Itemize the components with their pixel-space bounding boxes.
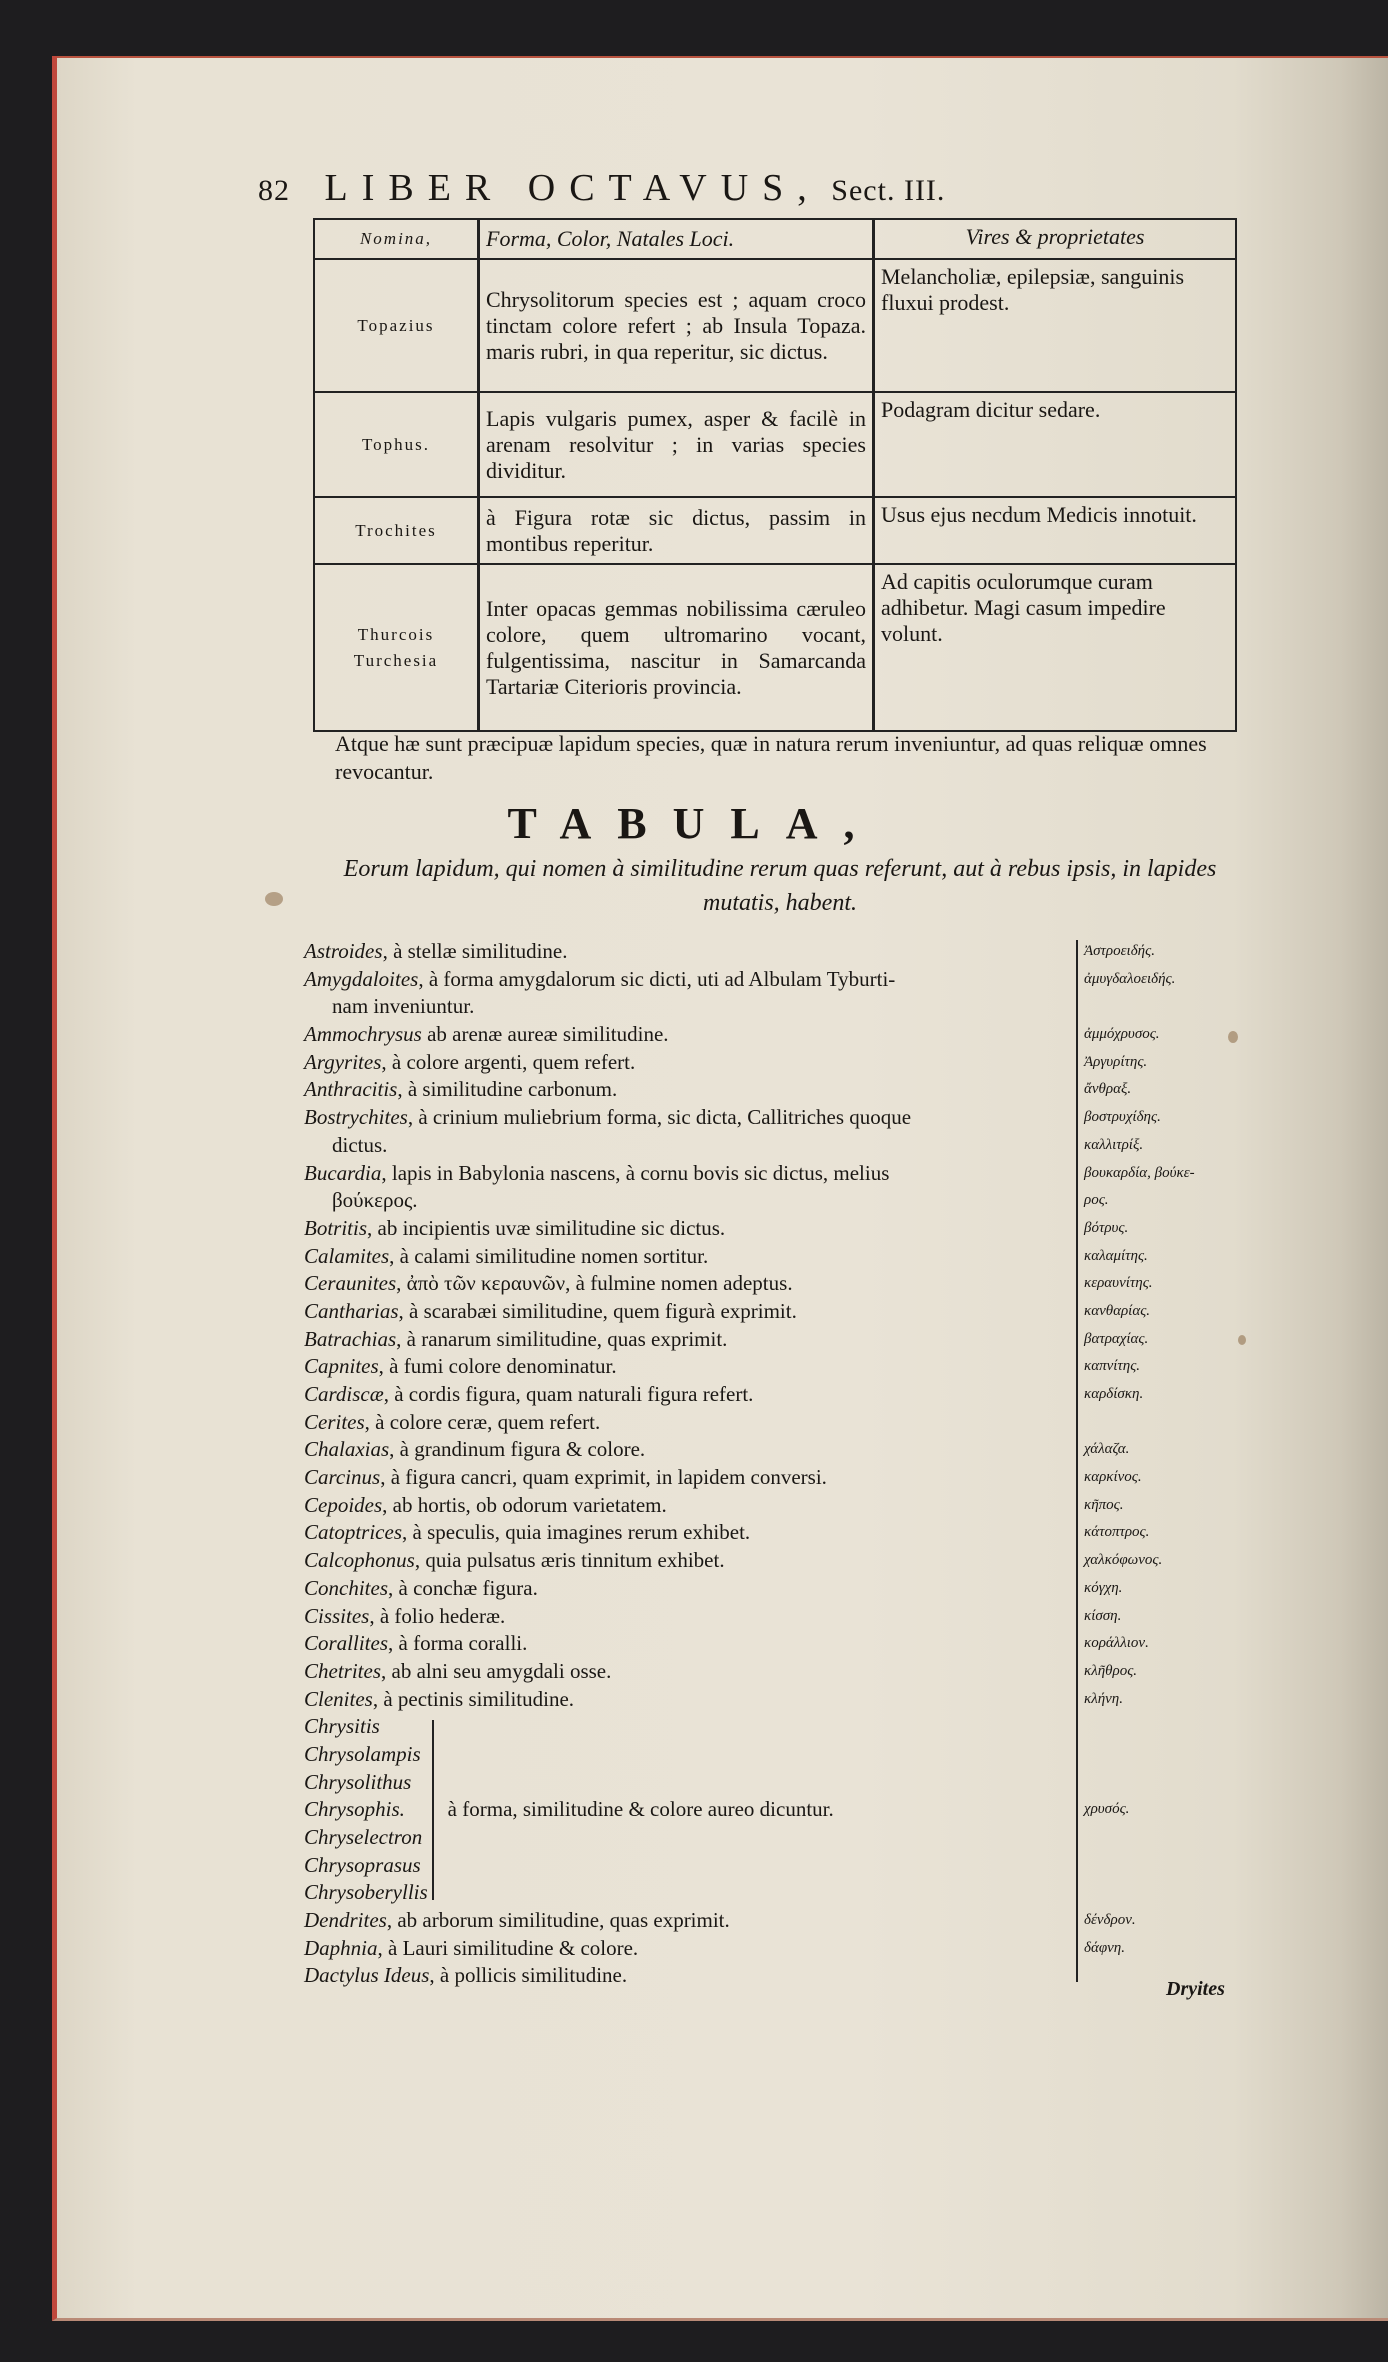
greek-spacer xyxy=(1084,1824,1224,1852)
col-header-nomina: Nomina, xyxy=(314,219,479,259)
stone-description: à Figura rotæ sic dictus, passim in montibus reperitur. xyxy=(479,497,874,564)
stone-derivation: , à colore argenti, quem refert. xyxy=(381,1049,636,1074)
list-item xyxy=(304,1436,1084,1464)
greek-name: βουκαρδία, βούκε- xyxy=(1084,1164,1195,1181)
list-item xyxy=(304,1907,1084,1935)
stone-derivation: , lapis in Babylonia nascens, à cornu bovis sic dictus, melius xyxy=(381,1160,890,1185)
list-item xyxy=(304,1132,1084,1160)
section-label: Sect. III. xyxy=(831,174,946,207)
list-item xyxy=(304,1049,1084,1077)
column-rule xyxy=(1076,940,1078,1982)
greek-name: κοράλλιον. xyxy=(1084,1635,1149,1652)
greek-name: καπνίτης. xyxy=(1084,1358,1141,1375)
stone-derivation: , à cordis figura, quam naturali figura refert. xyxy=(383,1382,754,1406)
list-item xyxy=(304,1686,1084,1714)
stain xyxy=(1228,1031,1238,1043)
greek-name: βότρυς. xyxy=(1084,1219,1129,1236)
greek-name: χρυσός. xyxy=(1084,1801,1130,1818)
stone-term: Cissites xyxy=(304,1603,370,1628)
list-item xyxy=(304,993,1084,1021)
stone-term: Cardiscæ xyxy=(304,1382,384,1406)
stone-derivation: , à forma coralli. xyxy=(388,1631,528,1656)
table-row xyxy=(314,564,1236,731)
stone-derivation: , ab alni seu amygdali osse. xyxy=(381,1658,612,1683)
list-item xyxy=(304,1630,1084,1658)
greek-name: ἀμμόχρυσος. xyxy=(1084,1026,1160,1043)
stone-description: Lapis vulgaris pumex, asper & facilè in arenam resolvitur ; in varias species dividitur. xyxy=(479,392,874,497)
stone-term: Chrysolithus xyxy=(304,1769,412,1794)
greek-name xyxy=(1084,1409,1224,1437)
greek-name: χάλαζα. xyxy=(1084,1441,1130,1458)
stone-derivation: , ab hortis, ob odorum varietatem. xyxy=(382,1492,667,1517)
stone-derivation: , ab arborum similitudine, quas exprimit. xyxy=(386,1908,730,1933)
stone-derivation: , quia pulsatus æris tinnitum exhibet. xyxy=(414,1548,725,1573)
catchword: Dryites xyxy=(1166,1978,1225,2000)
list-item xyxy=(304,1547,1084,1575)
greek-name: δένδρον. xyxy=(1084,1912,1136,1929)
stone-term: Capnites xyxy=(304,1354,379,1379)
book-title: LIBER OCTAVUS, xyxy=(324,167,821,209)
stone-derivation: , à colore ceræ, quem refert. xyxy=(364,1409,601,1434)
greek-names-column xyxy=(1084,938,1224,1990)
stone-term: Clenites xyxy=(304,1686,373,1711)
stone-term: Chrysoprasus xyxy=(304,1852,421,1877)
stone-term: Cantharias xyxy=(304,1298,399,1323)
stone-derivation: , à pectinis similitudine. xyxy=(372,1686,575,1711)
greek-name: καλλιτρίξ. xyxy=(1084,1136,1144,1153)
list-item xyxy=(304,1962,1084,1990)
list-item xyxy=(304,1935,1084,1963)
greek-name: ἀμυγδαλοειδής. xyxy=(1084,970,1176,987)
col-header-vires: Vires & proprietates xyxy=(874,219,1237,259)
stone-term: Amygdaloites xyxy=(304,966,419,991)
stone-derivation: , à stellæ similitudine. xyxy=(382,939,568,963)
stone-derivation: dictus. xyxy=(332,1132,388,1157)
list-item xyxy=(304,1519,1084,1547)
greek-name: βοστρυχίδης. xyxy=(1084,1109,1161,1126)
list-item xyxy=(304,1603,1084,1631)
greek-name: καρδίσκη. xyxy=(1084,1386,1144,1402)
stone-term: Ammochrysus xyxy=(304,1022,422,1047)
greek-name: Ἀστροειδής. xyxy=(1084,943,1155,959)
greek-name: ρος. xyxy=(1084,1192,1109,1209)
stone-derivation: , à forma amygdalorum sic dicti, uti ad Albulam Tyburti- xyxy=(418,966,896,991)
stone-properties: Melancholiæ, epilepsiæ, sanguinis fluxui prodest. xyxy=(874,259,1237,392)
table-row xyxy=(314,392,1236,497)
stone-term: Bostrychites xyxy=(304,1105,408,1130)
list-item xyxy=(304,1464,1084,1492)
stone-derivation: , à ranarum similitudine, quas exprimit. xyxy=(396,1326,728,1351)
greek-spacer xyxy=(1084,1879,1224,1907)
stone-properties: Podagram dicitur sedare. xyxy=(874,392,1237,497)
stone-name: Trochites xyxy=(314,497,479,564)
stone-term: Astroides xyxy=(304,939,383,963)
greek-name: κῆπος. xyxy=(1084,1496,1124,1513)
stone-name: Thurcois Turchesia xyxy=(314,564,479,731)
stone-derivation: , à speculis, quia imagines rerum exhibet. xyxy=(402,1520,751,1545)
greek-spacer xyxy=(1084,1769,1224,1797)
greek-name: χαλκόφωνος. xyxy=(1084,1552,1163,1569)
stone-term: Carcinus xyxy=(304,1465,381,1490)
list-item xyxy=(304,1243,1084,1271)
greek-name: Ἀργυρίτης. xyxy=(1084,1053,1148,1070)
brace xyxy=(432,1720,442,1900)
greek-name: κλῆθρος. xyxy=(1084,1662,1138,1679)
stone-term: Corallites xyxy=(304,1631,389,1656)
greek-name: ἄνθραξ. xyxy=(1084,1081,1132,1098)
stone-derivation: ab arenæ aureæ similitudine. xyxy=(421,1022,669,1047)
greek-name: κλήνη. xyxy=(1084,1690,1123,1707)
stone-term: Catoptrices xyxy=(304,1520,402,1545)
list-item xyxy=(304,1187,1084,1215)
stone-name: Topazius xyxy=(314,259,479,392)
chrysos-group xyxy=(304,1713,1084,1907)
stone-derivation: , à crinium muliebrium forma, sic dicta, Callitriches quoque xyxy=(407,1105,912,1130)
greek-spacer xyxy=(1084,1713,1224,1741)
list-item xyxy=(304,1021,1084,1049)
stone-term: Chalaxias xyxy=(304,1437,390,1462)
closing-paragraph: Atque hæ sunt præcipuæ lapidum species, quæ in natura rerum inveniuntur, ad quas reliquæ omnes revocantur. xyxy=(335,731,1207,784)
list-item xyxy=(304,1104,1084,1132)
stone-description: Chrysolitorum species est ; aquam croco tinctam colore refert ; ab Insula Topaza. maris rubri, in qua reperitur, sic dictus. xyxy=(479,259,874,392)
stone-derivation: , à scarabæi similitudine, quem figurà exprimit. xyxy=(398,1298,797,1323)
stone-term: Anthracitis xyxy=(304,1077,398,1102)
greek-name: καρκίνος. xyxy=(1084,1469,1142,1486)
stone-term: Chryselectron xyxy=(304,1825,423,1849)
stone-term: Botritis xyxy=(304,1215,368,1240)
stone-term: Calamites xyxy=(304,1243,390,1268)
greek-name xyxy=(1084,993,1224,1021)
stone-derivation: , à figura cancri, quam exprimit, in lapidem conversi. xyxy=(380,1465,827,1490)
table-row xyxy=(314,259,1236,392)
stone-derivation: , ab incipientis uvæ similitudine sic dictus. xyxy=(367,1215,726,1240)
greek-name: βατραχίας. xyxy=(1084,1330,1149,1347)
stone-derivation: , à fumi colore denominatur. xyxy=(378,1354,617,1379)
greek-spacer xyxy=(1084,1741,1224,1769)
stone-properties: Ad capitis oculorumque curam adhibetur. Magi casum impedire volunt. xyxy=(874,564,1237,731)
list-item xyxy=(304,966,1084,994)
stone-term: Cerites xyxy=(304,1409,365,1434)
list-item xyxy=(304,1215,1084,1243)
stone-term: Chrysitis xyxy=(304,1714,380,1739)
col-header-forma: Forma, Color, Natales Loci. xyxy=(479,219,874,259)
tabula-heading: TABULA, xyxy=(507,799,881,848)
stone-derivation: nam inveniuntur. xyxy=(332,994,475,1019)
stone-term: Dendrites xyxy=(304,1908,387,1933)
list-item xyxy=(304,938,1084,966)
list-item xyxy=(304,1409,1084,1437)
stone-term: Cepoides xyxy=(304,1492,383,1517)
greek-spacer xyxy=(1084,1852,1224,1880)
stone-term: Dactylus Ideus xyxy=(304,1963,430,1988)
greek-name: κάτοπτρος. xyxy=(1084,1524,1150,1541)
stone-derivation: , ἀπὸ τῶν κεραυνῶν, à fulmine nomen adeptus. xyxy=(396,1271,793,1296)
greek-name: δάφνη. xyxy=(1084,1939,1125,1956)
list-item xyxy=(304,1353,1084,1381)
stone-derivation: , à Lauri similitudine & colore. xyxy=(377,1935,639,1960)
stone-derivation: , à calami similitudine nomen sortitur. xyxy=(389,1243,709,1268)
list-item xyxy=(304,1270,1084,1298)
group-names xyxy=(304,1713,428,1907)
list-item xyxy=(304,1658,1084,1686)
stone-derivation: , à folio hederæ. xyxy=(369,1603,506,1628)
greek-name: κεραυνίτης. xyxy=(1084,1275,1153,1292)
stone-properties: Usus ejus necdum Medicis innotuit. xyxy=(874,497,1237,564)
greek-name: κανθαρίας. xyxy=(1084,1302,1151,1319)
stone-term: Argyrites xyxy=(304,1049,382,1074)
greek-name: κόγχη. xyxy=(1084,1579,1123,1596)
list-item xyxy=(304,1298,1084,1326)
list-item xyxy=(304,1492,1084,1520)
stone-term: Conchites xyxy=(304,1575,388,1600)
table-row xyxy=(314,497,1236,564)
stain xyxy=(1238,1335,1246,1345)
stone-term: Chrysophis. xyxy=(304,1797,405,1822)
stone-derivation: , à pollicis similitudine. xyxy=(429,1963,628,1988)
list-item xyxy=(304,1575,1084,1603)
stone-term: Calcophonus xyxy=(304,1548,415,1573)
list-item xyxy=(304,1160,1084,1188)
stone-derivation: βούκερος. xyxy=(332,1188,418,1213)
stain xyxy=(265,892,283,906)
stone-term: Chrysolampis xyxy=(304,1741,421,1766)
group-derivation: à forma, similitudine & colore aureo dicuntur. xyxy=(447,1797,834,1822)
stone-term: Ceraunites xyxy=(304,1271,397,1296)
greek-name: καλαμίτης. xyxy=(1084,1247,1148,1264)
stone-description: Inter opacas gemmas nobilissima cæruleo colore, quem ultromarino vocant, fulgentissima, nascitur in Samarcanda Tartariæ Citerioris provincia. xyxy=(479,564,874,731)
stone-derivation: , à grandinum figura & colore. xyxy=(389,1437,646,1462)
list-item xyxy=(304,1381,1084,1409)
running-header xyxy=(258,166,1258,210)
stones-table xyxy=(313,218,1237,732)
stone-derivation: , à conchæ figura. xyxy=(388,1575,538,1600)
stone-term: Chrysoberyllis xyxy=(304,1880,428,1905)
stone-term: Batrachias xyxy=(304,1326,397,1351)
tabula-subtitle: Eorum lapidum, qui nomen à similitudine rerum quas referunt, aut à rebus ipsis, in lapides mutatis, habent. xyxy=(343,856,1217,916)
stone-name: Tophus. xyxy=(314,392,479,497)
greek-name: κίσση. xyxy=(1084,1607,1122,1624)
stone-derivation: , à similitudine carbonum. xyxy=(397,1077,618,1102)
list-item xyxy=(304,1076,1084,1104)
stone-name-list xyxy=(304,938,1084,1990)
stone-term: Chetrites xyxy=(304,1658,381,1683)
list-item xyxy=(304,1326,1084,1354)
page-number: 82 xyxy=(258,174,290,207)
stone-term: Daphnia xyxy=(304,1935,378,1960)
stone-term: Bucardia xyxy=(304,1160,382,1185)
